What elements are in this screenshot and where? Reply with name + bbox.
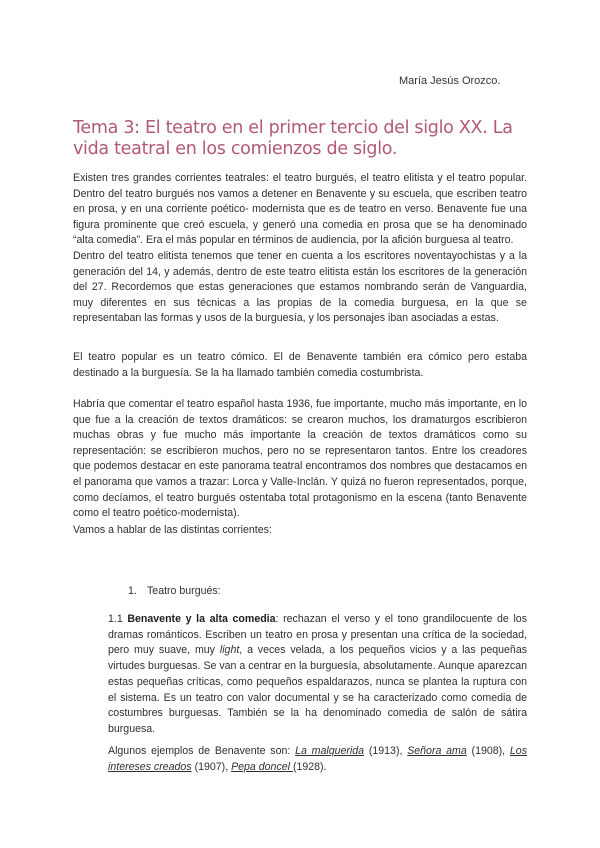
- section-text-b: , a veces velada, a los pequeños vicios y a las pequeñas virtudes burguesas. Se van a centrar en la burguesía, absolutamente. Aunque aparezcan estas pequeñas críticas, como pequeños espaldarazos, nunca se plantea la ruptura con el sistema. Es un teatro con valor documental y se ha caracterizado como comedia de costumbres burguesas. También se la ha denominado comedia de salón de sátira burguesa.: [108, 644, 528, 735]
- author-name: María Jesús Orozco.: [399, 75, 501, 87]
- list-label: Teatro burgués:: [147, 585, 221, 597]
- section-light-word: light: [219, 644, 240, 657]
- title-lead: Tema 3:: [73, 118, 140, 138]
- list-item-teatro-burgues: [128, 585, 221, 597]
- paragraph-intro-corrientes: Vamos a hablar de las distintas corrientes:: [73, 524, 272, 536]
- year-2: (1908),: [466, 745, 510, 757]
- paragraph-teatro-popular: El teatro popular es un teatro cómico. El de Benavente también era cómico pero estaba destinado a la burguesía. Se la ha llamado también comedia costumbrista.: [73, 351, 527, 379]
- work-la-malquerida[interactable]: La malquerida: [295, 745, 365, 757]
- examples-intro: Algunos ejemplos de Benavente son:: [108, 745, 296, 757]
- section-benavente: [108, 612, 527, 738]
- paragraph-ejemplos: [108, 744, 527, 775]
- year-4: (1928).: [292, 760, 327, 773]
- work-pepa-doncel[interactable]: Pepa doncel: [231, 760, 293, 773]
- section-number: 1.1: [108, 613, 123, 625]
- year-1: (1913),: [364, 745, 408, 757]
- work-senora-ama[interactable]: Señora ama: [407, 745, 467, 757]
- paragraph-teatro-elitista: Dentro del teatro elitista tenemos que tener en cuenta a los escritores noventayochistas y a la generación del 14, y además, dentro de este teatro elitista están los escritores de la generación del 27. Recordemos que estas generaciones que estamos nombrando serán de Vanguardia, muy diferentes en sus técnicas a las propias de la comedia burguesa, en la que se representaban las formas y usos de la burguesía, y los personajes iban asociadas a estas.: [73, 250, 527, 325]
- section-text-a: : rechazan el verso y el tono grandilocuente de los dramas románticos. Escriben un teatro en prosa y presentan una crítica de la sociedad, pero muy suave, muy: [108, 613, 527, 657]
- paragraph-teatro-1936: Habría que comentar el teatro español hasta 1936, fue importante, mucho más importante, en lo que fue a la creación de textos dramáticos: se crearon muchos, los dramaturgos escribieron muchas obras y fue mucho más importante la creación de textos dramáticos como su representación: se escribieron muchos, pero no se representaron tantos. Entre los creadores que podemos destacar en este panorama teatral encontramos dos nombres que destacamos en el panorama que vamos a trazar: Lorca y Valle-Inclán. Y quizá no fueron representados, porque, como decíamos, el teatro burgués ostentaba total protagonismo en la escena (tanto Benavente como el teatro poético-modernista).: [73, 398, 527, 520]
- paragraph-corrientes: Existen tres grandes corrientes teatrales: el teatro burgués, el teatro elitista y el teatro popular. Dentro del teatro burgués nos vamos a detener en Benavente y su escuela, que escriben teatro en prosa, y en una corriente poético- modernista que es de teatro en verso. Benavente fue una figura prominente que creó escuela, y generó una comedia en prosa que se ha denominado “alta comedia”. Era el más popular en términos de audiencia, por la afición burguesa al teatro.: [73, 172, 527, 247]
- section-heading: Benavente y la alta comedia: [127, 613, 276, 625]
- title-rest: El teatro en el primer tercio del siglo XX. La vida teatral en los comienzos de siglo.: [73, 118, 513, 159]
- list-number: 1.: [128, 585, 137, 597]
- page-title: [73, 118, 533, 160]
- year-3: (1907),: [191, 760, 232, 773]
- work-los-intereses-creados[interactable]: Los intereses creados: [108, 745, 527, 773]
